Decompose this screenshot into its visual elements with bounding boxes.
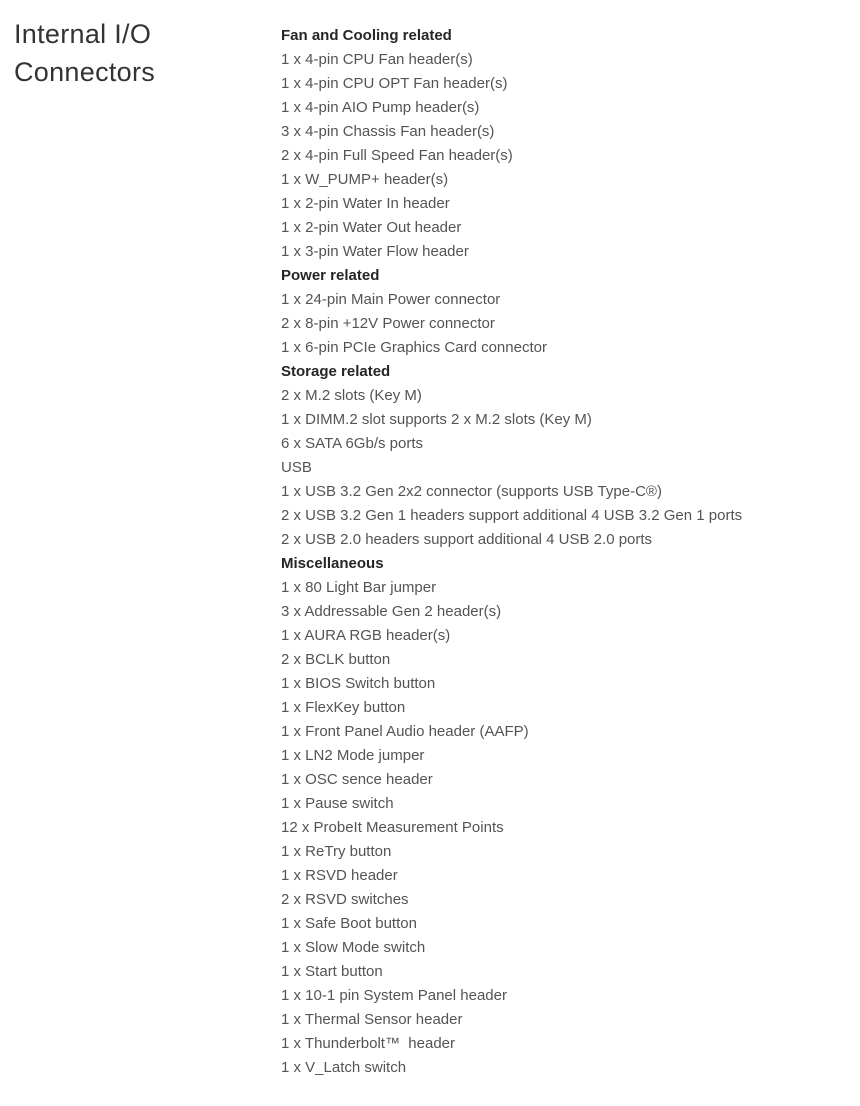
spec-item: 1 x RSVD header xyxy=(281,867,398,884)
spec-item: 1 x 4-pin CPU Fan header(s) xyxy=(281,51,473,68)
spec-item: 2 x 8-pin +12V Power connector xyxy=(281,315,495,332)
spec-item: 1 x LN2 Mode jumper xyxy=(281,747,425,764)
spec-item: 1 x BIOS Switch button xyxy=(281,675,436,692)
spec-item: 1 x 3-pin Water Flow header xyxy=(281,243,469,260)
spec-item: 1 x W_PUMP+ header(s) xyxy=(281,171,449,188)
spec-item: 1 x 2-pin Water Out header xyxy=(281,219,462,236)
spec-sections xyxy=(281,24,850,1080)
spec-row-title xyxy=(14,15,271,91)
section-heading: Storage related xyxy=(281,363,391,380)
spec-item: 1 x 4-pin AIO Pump header(s) xyxy=(281,99,480,116)
spec-item: 1 x V_Latch switch xyxy=(281,1059,407,1076)
spec-item: 1 x 6-pin PCIe Graphics Card connector xyxy=(281,339,547,356)
spec-item: 1 x 80 Light Bar jumper xyxy=(281,579,437,596)
spec-row-title-line2: Connectors xyxy=(14,57,156,87)
spec-item: 1 x Safe Boot button xyxy=(281,915,417,932)
spec-item: 1 x Pause switch xyxy=(281,795,394,812)
spec-item: 2 x USB 2.0 headers support additional 4 USB 2.0 ports xyxy=(281,531,653,548)
spec-item: 2 x USB 3.2 Gen 1 headers support additional 4 USB 3.2 Gen 1 ports xyxy=(281,507,743,524)
spec-item: 1 x ReTry button xyxy=(281,843,392,860)
spec-item: 1 x DIMM.2 slot supports 2 x M.2 slots (Key M) xyxy=(281,411,592,428)
spec-label-column xyxy=(0,0,281,91)
spec-item: 1 x 24-pin Main Power connector xyxy=(281,291,501,308)
spec-item: 1 x Slow Mode switch xyxy=(281,939,426,956)
spec-item: 1 x OSC sence header xyxy=(281,771,433,788)
spec-item: 12 x ProbeIt Measurement Points xyxy=(281,819,504,836)
spec-item: 3 x 4-pin Chassis Fan header(s) xyxy=(281,123,495,140)
section-heading: USB xyxy=(281,459,312,476)
spec-item: 6 x SATA 6Gb/s ports xyxy=(281,435,424,452)
section-heading: Miscellaneous xyxy=(281,555,384,572)
spec-value-column xyxy=(281,0,860,1080)
spec-row-title-line1: Internal I/O xyxy=(14,19,152,49)
spec-item: 2 x 4-pin Full Speed Fan header(s) xyxy=(281,147,513,164)
spec-item: 1 x Thermal Sensor header xyxy=(281,1011,463,1028)
spec-item: 1 x 10-1 pin System Panel header xyxy=(281,987,507,1004)
spec-item: 2 x BCLK button xyxy=(281,651,391,668)
spec-item: 3 x Addressable Gen 2 header(s) xyxy=(281,603,502,620)
spec-item: 1 x Front Panel Audio header (AAFP) xyxy=(281,723,529,740)
section-heading: Fan and Cooling related xyxy=(281,27,452,44)
spec-item: 1 x 2-pin Water In header xyxy=(281,195,450,212)
spec-item: 1 x Thunderbolt™ header xyxy=(281,1035,456,1052)
spec-item: 1 x 4-pin CPU OPT Fan header(s) xyxy=(281,75,508,92)
spec-item: 2 x M.2 slots (Key M) xyxy=(281,387,422,404)
spec-item: 1 x FlexKey button xyxy=(281,699,406,716)
section-heading: Power related xyxy=(281,267,380,284)
spec-item: 1 x Start button xyxy=(281,963,383,980)
spec-item: 1 x AURA RGB header(s) xyxy=(281,627,451,644)
spec-item: 1 x USB 3.2 Gen 2x2 connector (supports USB Type-C®) xyxy=(281,483,662,500)
spec-item: 2 x RSVD switches xyxy=(281,891,409,908)
